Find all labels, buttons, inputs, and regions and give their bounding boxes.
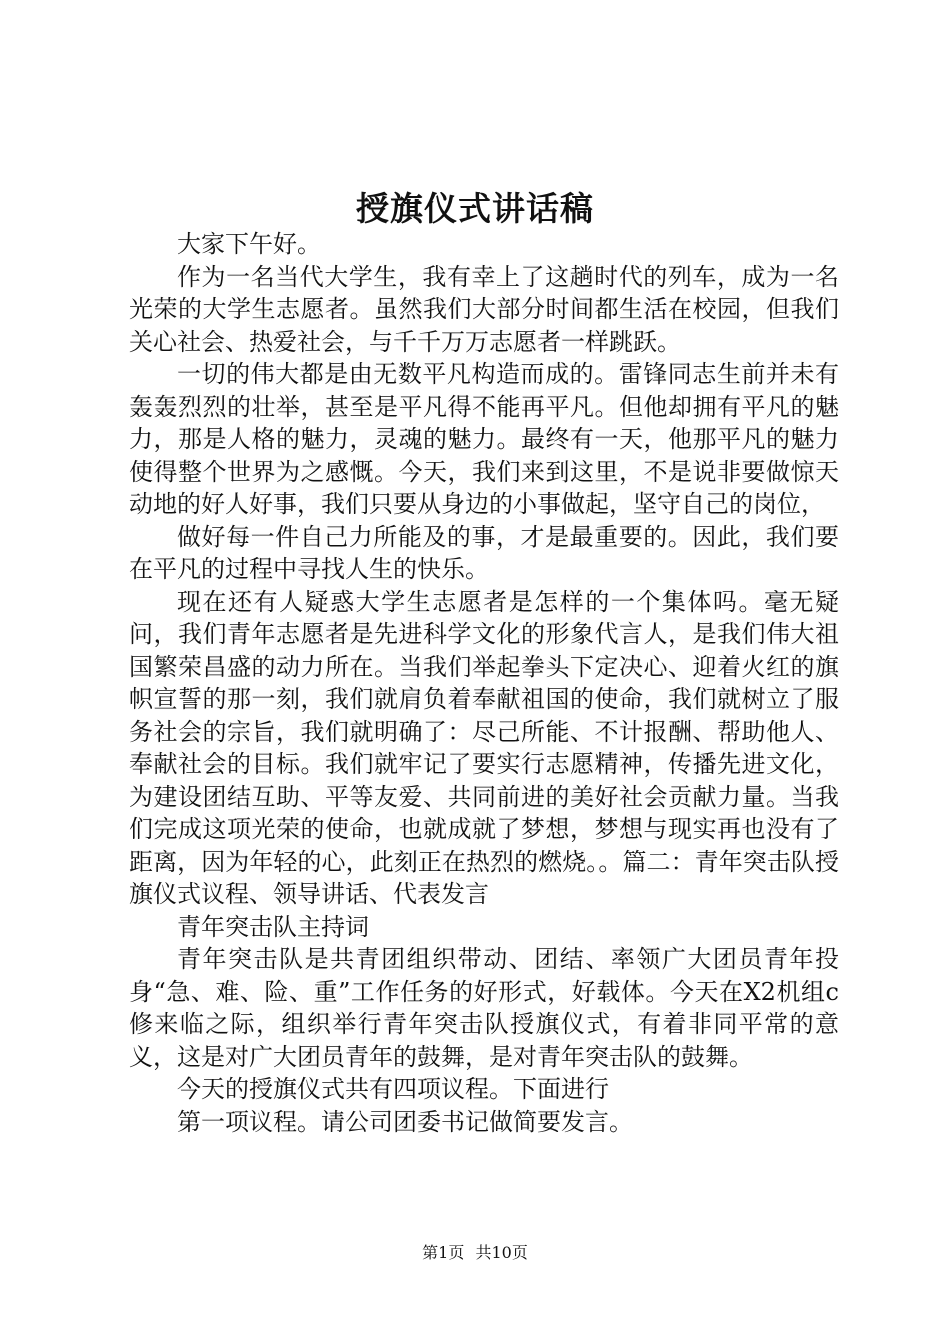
paragraph: 今天的授旗仪式共有四项议程。下面进行: [177, 1075, 609, 1103]
page-footer: [0, 1241, 950, 1265]
paragraph: 作为一名当代大学生，我有幸上了这趟时代的列车，成为一名光荣的大学生志愿者。虽然我们大部分时间都生活在校园，但我们关心社会、热爱社会，与千千万万志愿者一样跳跃。: [129, 262, 839, 356]
document-title: 授旗仪式讲话稿: [356, 189, 594, 228]
document-body: [129, 228, 839, 1138]
paragraph: 大家下午好。: [177, 230, 321, 258]
paragraph: 一切的伟大都是由无数平凡构造而成的。雷锋同志生前并未有轰轰烈烈的壮举，甚至是平凡得不能再平凡。但他却拥有平凡的魅力，那是人格的魅力，灵魂的魅力。最终有一天，他那平凡的魅力使得整个世界为之感慨。今天，我们来到这里，不是说非要做惊天动地的好人好事，我们只要从身边的小事做起，坚守自己的岗位，: [129, 360, 839, 518]
page-number: 第1页: [422, 1243, 465, 1262]
paragraph: 青年突击队主持词: [177, 912, 369, 941]
paragraph: 青年突击队是共青团组织带动、团结、率领广大团员青年投身“急、难、险、重”工作任务的好形式，好载体。今天在X2机组c修来临之际，组织举行青年突击队授旗仪式，有着非同平常的意义，这是对广大团员青年的鼓舞，是对青年突击队的鼓舞。: [129, 945, 839, 1071]
paragraph: 第一项议程。请公司团委书记做简要发言。: [177, 1107, 633, 1136]
paragraph: 做好每一件自己力所能及的事，才是最重要的。因此，我们要在平凡的过程中寻找人生的快乐。: [129, 522, 839, 583]
page-total: 共10页: [475, 1243, 528, 1262]
paragraph: 现在还有人疑惑大学生志愿者是怎样的一个集体吗。毫无疑问，我们青年志愿者是先进科学文化的形象代言人，是我们伟大祖国繁荣昌盛的动力所在。当我们举起拳头下定决心、迎着火红的旗帜宣誓的那一刻，我们就肩负着奉献祖国的使命，我们就树立了服务社会的宗旨，我们就明确了：尽己所能、不计报酬、帮助他人、奉献社会的目标。我们就牢记了要实行志愿精神，传播先进文化，为建设团结互助、平等友爱、共同前进的美好社会贡献力量。当我们完成这项光荣的使命，也就成就了梦想，梦想与现实再也没有了距离，因为年轻的心，此刻正在热烈的燃烧。。篇二：青年突击队授旗仪式议程、领导讲话、代表发言: [129, 587, 839, 908]
